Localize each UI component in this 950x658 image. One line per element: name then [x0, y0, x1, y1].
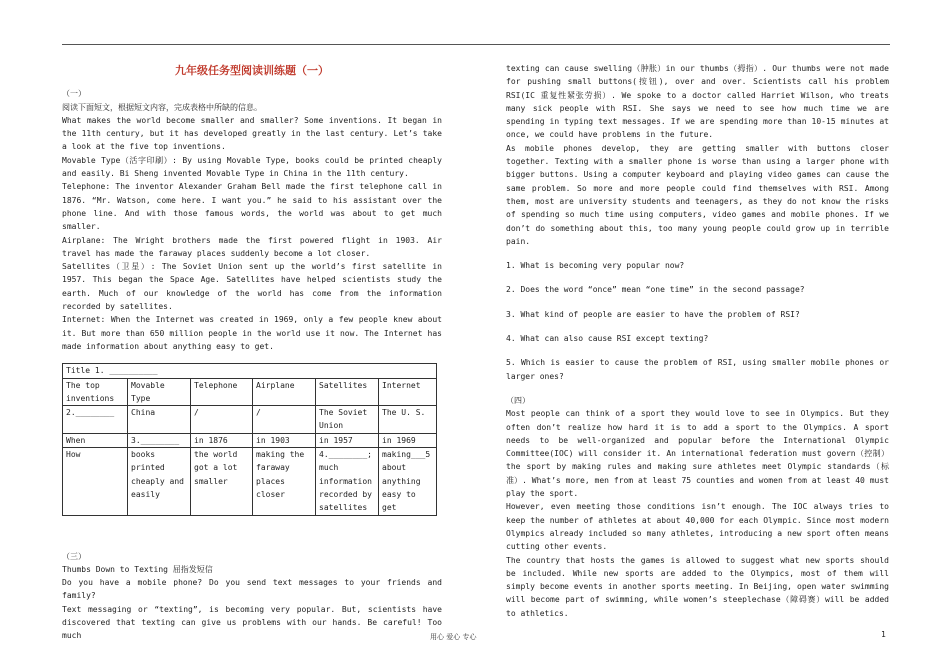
question-item: 2. Does the word “once” mean “one time” in the second passage?	[506, 285, 805, 295]
section-3-paragraph: Text messaging or “texting”, is becoming very popular. But, scientists have discovered that texting can give us problems with our hands. Be careful! Too much	[62, 604, 442, 641]
table-cell: The U. S.	[379, 406, 437, 434]
question-item: 5. Which is easier to cause the problem of RSI, using smaller mobile phones or larger ones?	[506, 358, 889, 381]
table-cell: the world got a lot smaller	[191, 448, 253, 515]
left-column	[62, 62, 442, 643]
page-title: 九年级任务型阅读训练题（一）	[175, 64, 329, 77]
table-cell: in 1957	[316, 433, 379, 447]
table-cell: 2.________	[63, 406, 128, 434]
section-3-heading: Thumbs Down to Texting 屈指发短信	[62, 564, 213, 574]
table-cell: How	[63, 448, 128, 515]
page-footer: 用心 爱心 专心	[430, 633, 477, 641]
section-1-paragraph: What makes the world become smaller and smaller? Some inventions. It began in the 11th century, but it has developed greatly in the last century. Let’s take a look at the five top inventions.	[62, 115, 442, 152]
table-cell: Internet	[379, 378, 437, 406]
table-cell: The Soviet Union	[316, 406, 379, 434]
table-cell: books printed cheaply and easily	[128, 448, 191, 515]
section-1-instruction: 阅读下面短文，根据短文内容，完成表格中所缺的信息。	[62, 102, 262, 112]
table-cell: Movable Type	[128, 378, 191, 406]
table-row	[63, 378, 437, 406]
section-4-label: （四）	[506, 395, 530, 405]
table-cell: When	[63, 433, 128, 447]
table-cell: in 1876	[191, 433, 253, 447]
section-4-paragraph: The country that hosts the games is allowed to suggest what new sports should be included. While new sports are added to the Olympics, most of them will simply become events in another sports meeting. In Beijing, open water swimming will become part of swimming, while women’s steeplechase（障碍赛）will be added to athletics.	[506, 555, 889, 618]
section-1-paragraph: Airplane: The Wright brothers made the first powered flight in 1903. Air travel has made the faraway places suddenly become a lot closer.	[62, 235, 442, 258]
table-cell: making___5 about anything easy to get	[379, 448, 437, 515]
table-row	[63, 406, 437, 434]
table-cell: /	[253, 406, 316, 434]
table-cell: Satellites	[316, 378, 379, 406]
section-1-paragraph: Telephone: The inventor Alexander Graham Bell made the first telephone call in 1876. “Mr. Watson, come here. I want you.” he said to his assistant over the phone line. And with those famous words, the world was about to get much smaller.	[62, 182, 442, 232]
section-4-paragraph: Most people can think of a sport they would love to see in Olympics. But they often don’t realize how hard it is to add a sport to the Olympics. A sport needs to be well-organized and popular before the International Olympic Committee(IOC) will consider it. An international federation must govern（控制）the sport by making rules and making sure athletes meet Olympic standards（标准）. What’s more, men from at least 75 counties and women from at least 40 must play the sport.	[506, 409, 889, 499]
table-cell: in 1969	[379, 433, 437, 447]
table-cell: 4.________; much information recorded by satellites	[316, 448, 379, 515]
section-1-paragraph: Satellites（卫星）: The Soviet Union sent up the world’s first satellite in 1957. This began the Space Age. Satellites have helped scientists study the earth. Much of our knowledge of the world has come from the information recorded by satellites.	[62, 262, 442, 312]
table-cell: China	[128, 406, 191, 434]
section-3-paragraph: As mobile phones develop, they are getting smaller with buttons closer together. Texting with a smaller phone is worse than using a larger phone with bigger buttons. Using a computer keyboard and playing video games can cause the same problem. So more and more people could find themselves with RSI. Among them, most are university students and teenagers, as they do not know the risks of spending so much time using computers, video games and mobile phones. If we don’t do something about this, too many young people could grow up in terrible pain.	[506, 143, 889, 246]
page-number: 1	[881, 630, 886, 639]
section-3-label: （三）	[62, 551, 86, 561]
table-row	[63, 433, 437, 447]
table-cell: The top inventions	[63, 378, 128, 406]
section-1-label: （一）	[62, 89, 86, 99]
section-3-paragraph: Do you have a mobile phone? Do you send text messages to your friends and family?	[62, 578, 442, 601]
question-item: 3. What kind of people are easier to have the problem of RSI?	[506, 309, 800, 319]
table-cell: making the faraway places closer	[253, 448, 316, 515]
table-title: Title 1. __________	[63, 364, 437, 378]
section-4-paragraph: However, even meeting those conditions isn’t enough. The IOC always tries to keep the number of athletes at about 40,000 for each Olympic. Since most modern Olympics already included so many athletes, introducing a new sport often means cutting other events.	[506, 502, 889, 552]
inventions-table	[62, 363, 437, 515]
table-row	[63, 448, 437, 515]
table-cell: Airplane	[253, 378, 316, 406]
right-column	[506, 62, 889, 620]
table-cell: in 1903	[253, 433, 316, 447]
question-item: 4. What can also cause RSI except texting?	[506, 334, 709, 344]
header-rule	[62, 44, 890, 45]
question-item: 1. What is becoming very popular now?	[506, 261, 685, 271]
table-title-row	[63, 364, 437, 378]
section-1-paragraph: Movable Type（活字印刷）: By using Movable Type, books could be printed cheaply and easily. Bi Sheng invented Movable Type in China in the 11th century.	[62, 155, 442, 179]
table-cell: 3.________	[128, 433, 191, 447]
table-cell: /	[191, 406, 253, 434]
table-cell: Telephone	[191, 378, 253, 406]
section-3-paragraph: texting can cause swelling（肿胀）in our thumbs（拇指）. Our thumbs were not made for pushing small buttons(按钮), over and over. Scientists call his problem RSI(IC 重复性紧张劳损）. We spoke to a doctor called Harriet Wilson, who treats many sick people with RSI. She says we need to see how much time we are spending in typing text messages. If we are spending more than 10-15 minutes at once, we could have problems in the future.	[506, 64, 889, 140]
section-1-paragraph: Internet: When the Internet was created in 1969, only a few people knew about it. But more than 650 million people in the world use it now. The Internet has made information about anything easy to get.	[62, 315, 442, 351]
